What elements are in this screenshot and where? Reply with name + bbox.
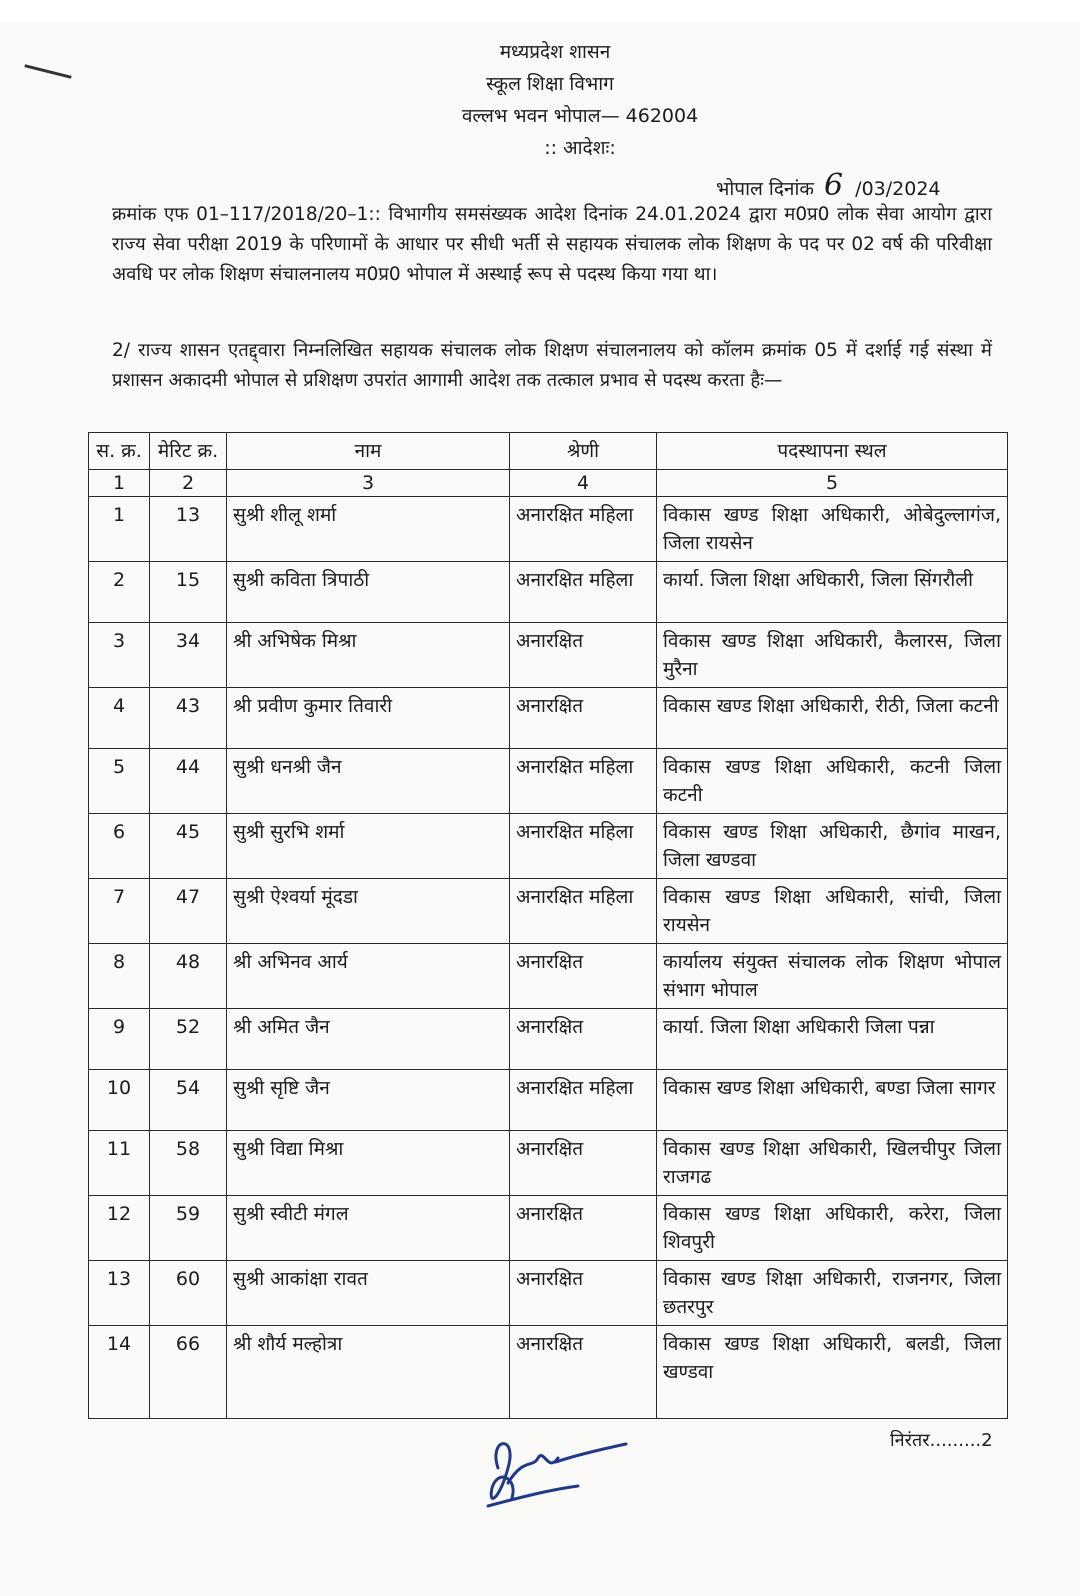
cell-merit: 54	[150, 1070, 227, 1131]
cell-posting: विकास खण्ड शिक्षा अधिकारी, सांची, जिला रायसेन	[657, 879, 1008, 944]
cell-merit: 13	[150, 497, 227, 562]
header-name: नाम	[227, 433, 510, 470]
cell-posting: कार्यालय संयुक्त संचालक लोक शिक्षण भोपाल संभाग भोपाल	[657, 944, 1008, 1009]
posting-table	[88, 432, 1008, 1419]
table-row	[89, 688, 1008, 749]
cell-posting: कार्या. जिला शिक्षा अधिकारी जिला पन्ना	[657, 1009, 1008, 1070]
cell-merit: 60	[150, 1261, 227, 1326]
cell-category: अनारक्षित महिला	[510, 562, 657, 623]
header-merit: मेरिट क्र.	[150, 433, 227, 470]
table-row	[89, 1131, 1008, 1196]
cell-serial: 12	[89, 1196, 150, 1261]
order-paragraph-2: 2/ राज्य शासन एतद्द्वारा निम्नलिखित सहायक संचालक लोक शिक्षण संचालनालय को कॉलम क्रमांक 05 में दर्शाई गई संस्था में प्रशासन अकादमी भोपाल से प्रशिक्षण उपरांत आगामी आदेश तक तत्काल प्रभाव से पदस्थ करता हैः—	[112, 340, 992, 391]
column-number: 3	[227, 470, 510, 497]
cell-name: सुश्री आकांक्षा रावत	[227, 1261, 510, 1326]
cell-name: सुश्री धनश्री जैन	[227, 749, 510, 814]
cell-merit: 59	[150, 1196, 227, 1261]
cell-posting: विकास खण्ड शिक्षा अधिकारी, राजनगर, जिला छतरपुर	[657, 1261, 1008, 1326]
cell-serial: 13	[89, 1261, 150, 1326]
cell-merit: 66	[150, 1326, 227, 1419]
cell-name: सुश्री स्वीटी मंगल	[227, 1196, 510, 1261]
order-paragraph-1: क्रमांक एफ 01–117/2018/20–1:: विभागीय समसंख्यक आदेश दिनांक 24.01.2024 द्वारा म0प्र0 लोक सेवा आयोग द्वारा राज्य सेवा परीक्षा 2019 के परिणामों के आधार पर सीधी भर्ती से सहायक संचालक लोक शिक्षण के पद पर 02 वर्ष की परिवीक्षा अवधि पर लोक शिक्षण संचालनालय म0प्र0 भोपाल में अस्थाई रूप से पदस्थ किया गया था।	[112, 204, 992, 285]
order-date	[716, 168, 941, 203]
cell-category: अनारक्षित महिला	[510, 497, 657, 562]
cell-serial: 6	[89, 814, 150, 879]
table-row	[89, 623, 1008, 688]
cell-serial: 5	[89, 749, 150, 814]
column-number: 1	[89, 470, 150, 497]
table-row	[89, 1261, 1008, 1326]
cell-name: सुश्री ऐश्वर्या मूंदडा	[227, 879, 510, 944]
cell-posting: कार्या. जिला शिक्षा अधिकारी, जिला सिंगरौली	[657, 562, 1008, 623]
cell-merit: 43	[150, 688, 227, 749]
cell-category: अनारक्षित महिला	[510, 1070, 657, 1131]
cell-merit: 15	[150, 562, 227, 623]
cell-merit: 47	[150, 879, 227, 944]
cell-category: अनारक्षित महिला	[510, 814, 657, 879]
cell-name: सुश्री सृष्टि जैन	[227, 1070, 510, 1131]
table-row	[89, 944, 1008, 1009]
date-month-year: /03/2024	[855, 178, 941, 200]
cell-serial: 11	[89, 1131, 150, 1196]
table-row	[89, 749, 1008, 814]
date-day-handwritten: 6	[824, 168, 844, 203]
cell-posting: विकास खण्ड शिक्षा अधिकारी, रीठी, जिला कटनी	[657, 688, 1008, 749]
cell-category: अनारक्षित महिला	[510, 749, 657, 814]
letterhead	[0, 36, 1080, 164]
cell-name: श्री अभिषेक मिश्रा	[227, 623, 510, 688]
cell-posting: विकास खण्ड शिक्षा अधिकारी, ओबेदुल्लागंज, जिला रायसेन	[657, 497, 1008, 562]
cell-category: अनारक्षित	[510, 944, 657, 1009]
cell-category: अनारक्षित	[510, 623, 657, 688]
top-strip	[0, 0, 1080, 22]
cell-name: श्री प्रवीण कुमार तिवारी	[227, 688, 510, 749]
cell-category: अनारक्षित	[510, 1131, 657, 1196]
table-row	[89, 1009, 1008, 1070]
table-row	[89, 814, 1008, 879]
cell-posting: विकास खण्ड शिक्षा अधिकारी, बण्डा जिला सागर	[657, 1070, 1008, 1131]
cell-posting: विकास खण्ड शिक्षा अधिकारी, कटनी जिला कटनी	[657, 749, 1008, 814]
continued-marker: निरंतर.........2	[890, 1430, 993, 1451]
cell-name: सुश्री सुरभि शर्मा	[227, 814, 510, 879]
cell-serial: 1	[89, 497, 150, 562]
cell-category: अनारक्षित	[510, 1261, 657, 1326]
cell-name: श्री शौर्य मल्होत्रा	[227, 1326, 510, 1419]
cell-merit: 58	[150, 1131, 227, 1196]
header-serial: स. क्र.	[89, 433, 150, 470]
cell-name: सुश्री शीलू शर्मा	[227, 497, 510, 562]
cell-name: श्री अमित जैन	[227, 1009, 510, 1070]
column-number: 2	[150, 470, 227, 497]
column-number: 4	[510, 470, 657, 497]
table-row	[89, 1196, 1008, 1261]
cell-serial: 8	[89, 944, 150, 1009]
table-header-row	[89, 433, 1008, 470]
cell-category: अनारक्षित	[510, 1196, 657, 1261]
cell-name: सुश्री कविता त्रिपाठी	[227, 562, 510, 623]
cell-category: अनारक्षित	[510, 1009, 657, 1070]
cell-category: अनारक्षित	[510, 1326, 657, 1419]
cell-merit: 44	[150, 749, 227, 814]
cell-merit: 52	[150, 1009, 227, 1070]
cell-name: सुश्री विद्या मिश्रा	[227, 1131, 510, 1196]
cell-posting: विकास खण्ड शिक्षा अधिकारी, खिलचीपुर जिला राजगढ	[657, 1131, 1008, 1196]
cell-name: श्री अभिनव आर्य	[227, 944, 510, 1009]
column-number: 5	[657, 470, 1008, 497]
cell-serial: 4	[89, 688, 150, 749]
cell-serial: 14	[89, 1326, 150, 1419]
office-address: वल्लभ भवन भोपाल— 462004	[461, 105, 699, 127]
cell-serial: 2	[89, 562, 150, 623]
signature	[478, 1428, 638, 1518]
cell-merit: 45	[150, 814, 227, 879]
table-row	[89, 497, 1008, 562]
department-name: स्कूल शिक्षा विभाग	[486, 73, 614, 95]
table-body	[89, 497, 1008, 1419]
table-row	[89, 1326, 1008, 1419]
cell-posting: विकास खण्ड शिक्षा अधिकारी, छैगांव माखन, जिला खण्डवा	[657, 814, 1008, 879]
cell-serial: 9	[89, 1009, 150, 1070]
cell-category: अनारक्षित महिला	[510, 879, 657, 944]
column-number-row	[89, 470, 1008, 497]
cell-posting: विकास खण्ड शिक्षा अधिकारी, बलडी, जिला खण्डवा	[657, 1326, 1008, 1419]
cell-posting: विकास खण्ड शिक्षा अधिकारी, करेरा, जिला शिवपुरी	[657, 1196, 1008, 1261]
cell-serial: 10	[89, 1070, 150, 1131]
header-category: श्रेणी	[510, 433, 657, 470]
header-posting: पदस्थापना स्थल	[657, 433, 1008, 470]
cell-merit: 34	[150, 623, 227, 688]
cell-merit: 48	[150, 944, 227, 1009]
date-prefix: भोपाल दिनांक	[716, 178, 814, 200]
government-name: मध्यप्रदेश शासन	[499, 41, 611, 63]
order-heading: :: आदेशः:	[544, 137, 616, 159]
table-row	[89, 879, 1008, 944]
cell-serial: 3	[89, 623, 150, 688]
cell-serial: 7	[89, 879, 150, 944]
table-row	[89, 562, 1008, 623]
cell-posting: विकास खण्ड शिक्षा अधिकारी, कैलारस, जिला मुरैना	[657, 623, 1008, 688]
table-row	[89, 1070, 1008, 1131]
cell-category: अनारक्षित	[510, 688, 657, 749]
